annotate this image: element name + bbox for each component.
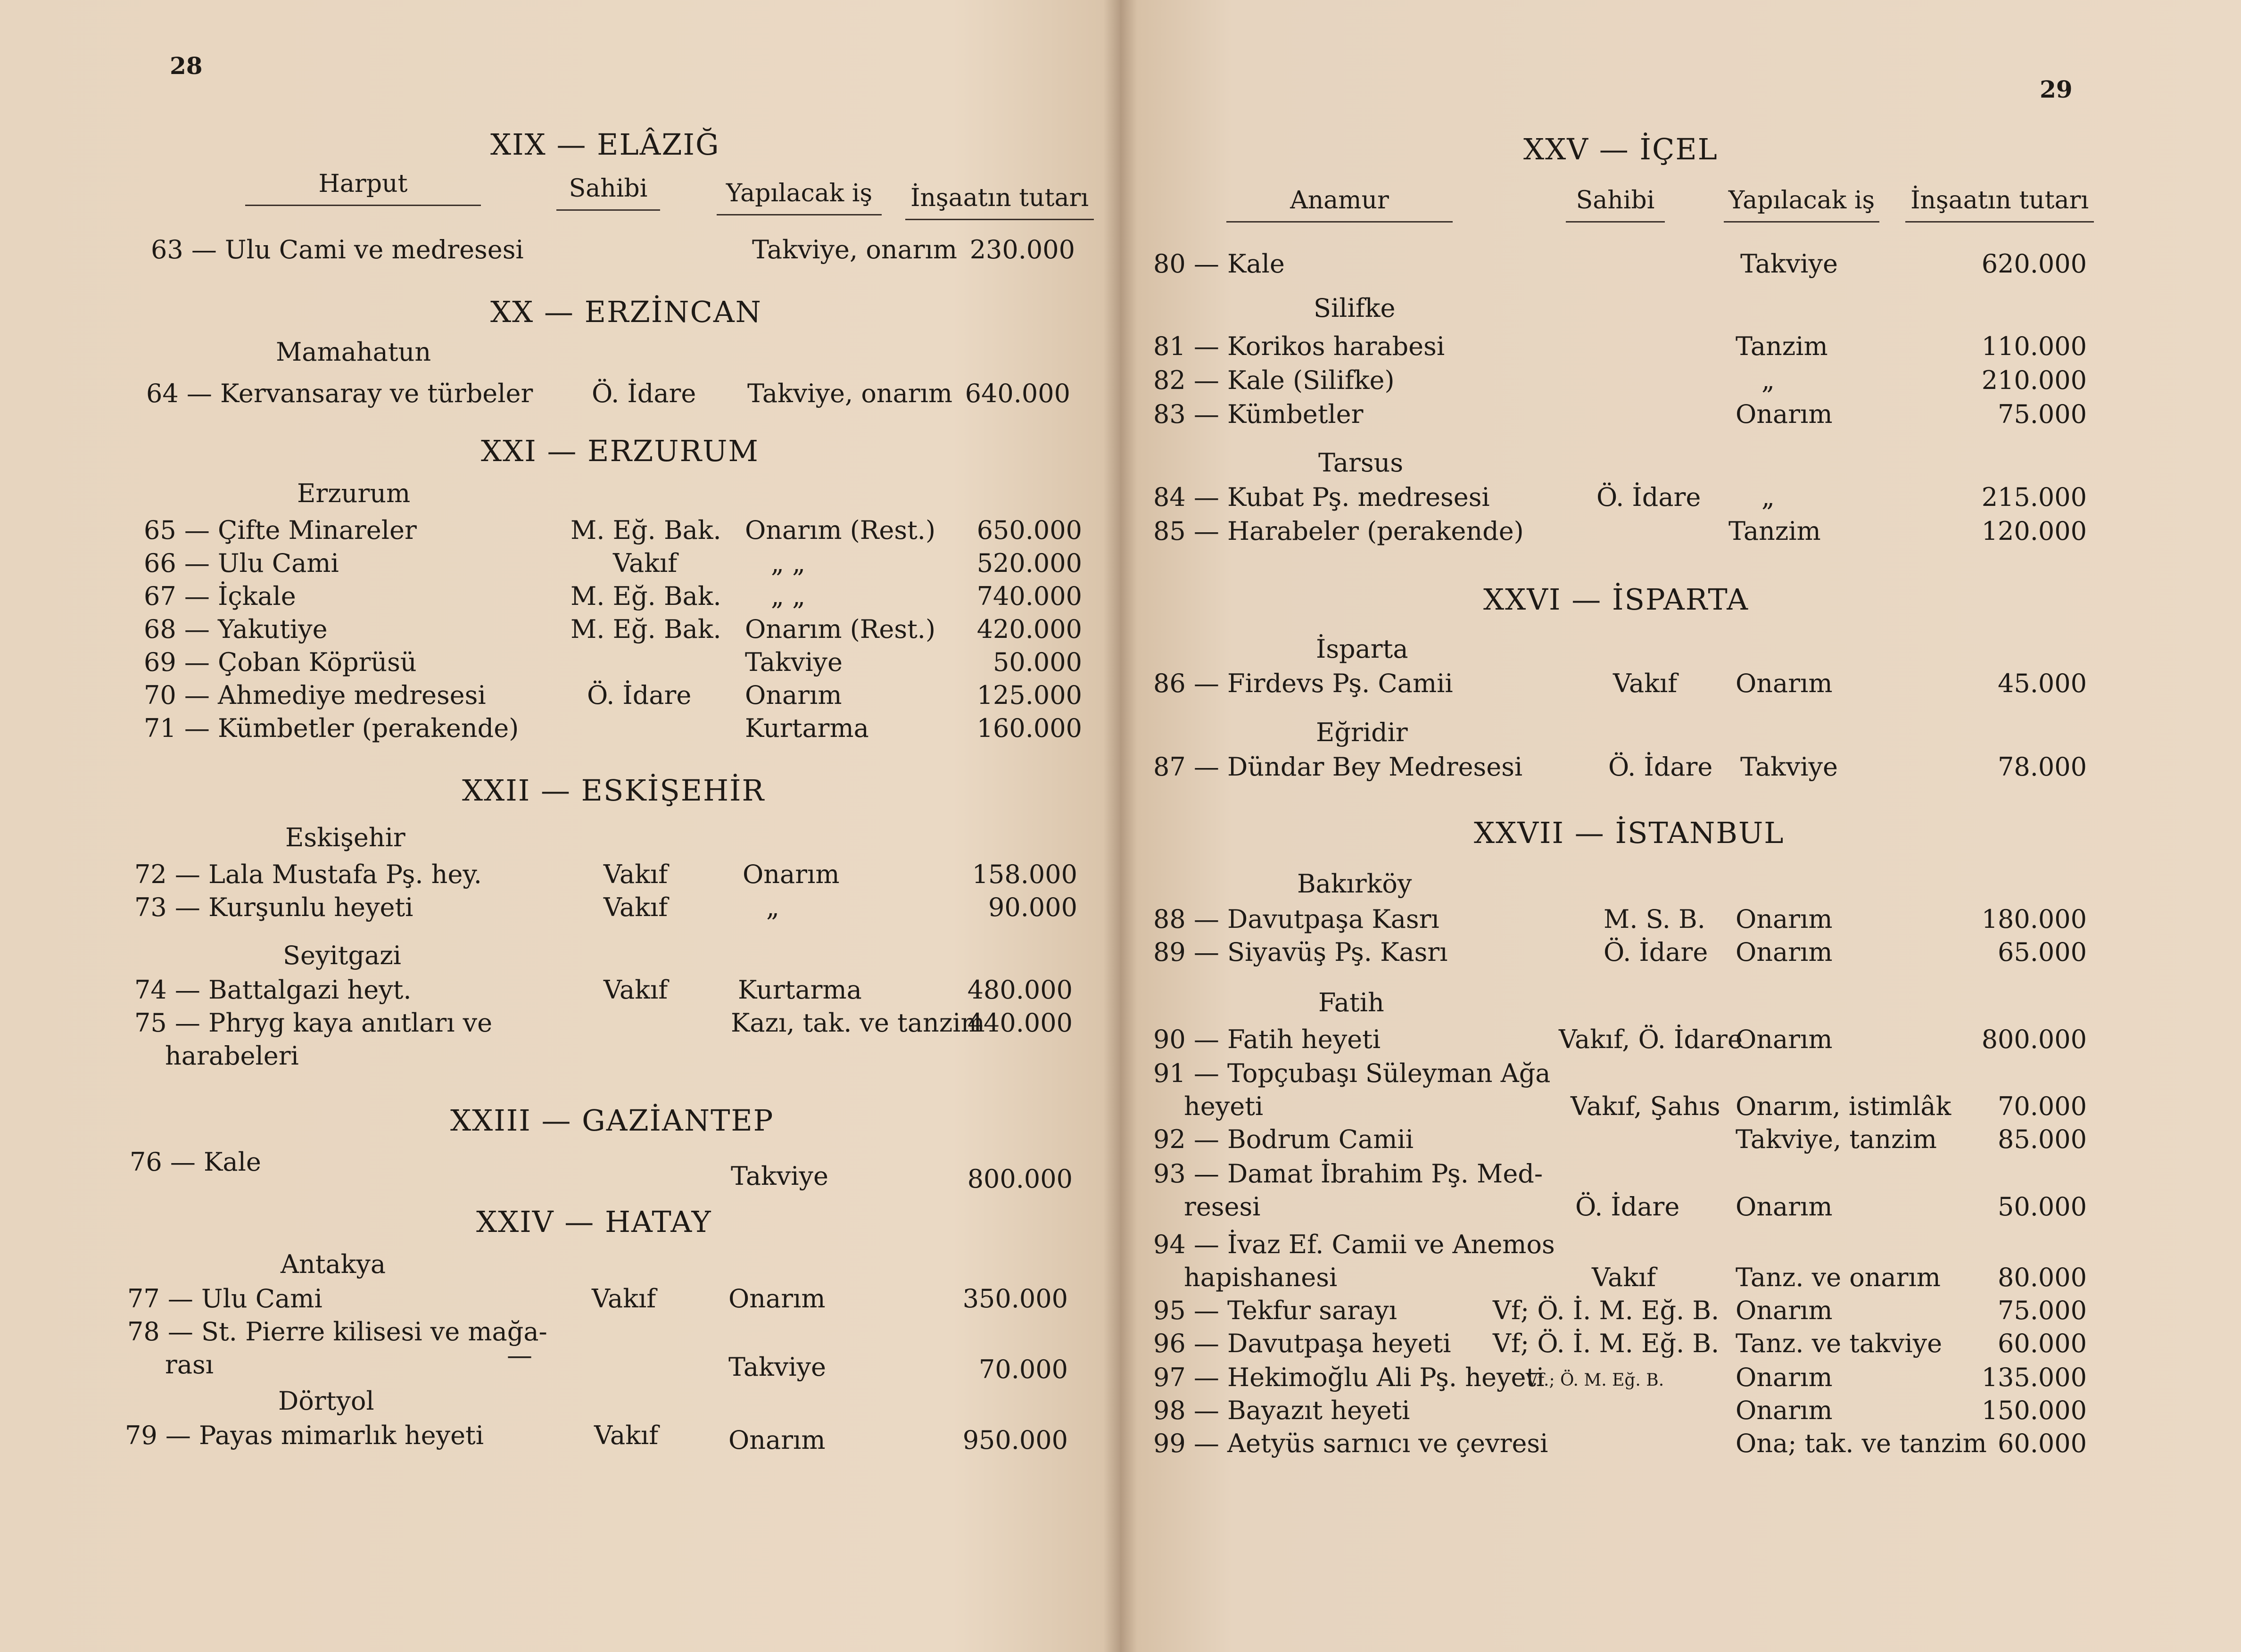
city-heading: Seyitgazi [283,941,401,970]
work-cell: Onarım [1736,937,1833,967]
amount-cell: 60.000 [1998,1429,2087,1458]
section-title: XX — ERZİNCAN [490,295,762,329]
column-header-owner: Sahibi [556,174,660,211]
amount-cell: 740.000 [976,581,1082,611]
owner-cell: Ö. İdare [587,680,692,710]
column-header-cost: İnşaatın tutarı [1905,186,2094,223]
monument-name: 78 — St. Pierre kilisesi ve mağa- [127,1317,547,1346]
amount-cell: 120.000 [1981,516,2087,546]
left-page [0,0,1120,1652]
table-row [1153,936,2087,969]
amount-cell: 950.000 [962,1425,1068,1455]
monument-name: 96 — Davutpaşa heyeti [1153,1329,1451,1358]
amount-cell: 650.000 [976,515,1082,545]
city-heading: Mamahatun [276,337,431,367]
work-cell: Takviye, tanzim [1736,1124,1937,1154]
table-row [1184,1090,2087,1123]
work-cell: Takviye [745,647,843,677]
city-heading: Fatih [1318,988,1384,1017]
table-row [144,547,1082,580]
section-title: XXI — ERZURUM [481,434,759,468]
monument-name: 99 — Aetyüs sarnıcı ve çevresi [1153,1429,1548,1458]
book-gutter [1103,0,1137,1652]
work-cell: Kurtarma [738,975,862,1005]
amount-cell: 70.000 [1998,1091,2087,1121]
city-heading: Tarsus [1318,448,1404,478]
table-row [1153,1123,2087,1156]
table-row [1153,248,2087,281]
owner-cell: Vakıf, Şahıs [1571,1091,1720,1121]
monument-name: 65 — Çifte Minareler [144,515,417,545]
section-title: XXIII — GAZİANTEP [450,1103,774,1138]
table-row [144,712,1082,745]
monument-name: harabeleri [165,1041,299,1071]
column-header-work: Yapılacak iş [717,179,882,215]
monument-name: 63 — Ulu Cami ve medresesi [151,235,524,264]
table-row [1184,1190,2087,1223]
city-heading: Dörtyol [278,1386,374,1416]
owner-cell: Vakıf [604,892,668,922]
owner-cell: Vf; Ö. İ. M. Eğ. B. [1493,1296,1720,1325]
page-number: 29 [2040,75,2073,103]
monument-name: 70 — Ahmediye medresesi [144,680,486,710]
owner-cell: Ö. İdare [1608,752,1713,782]
amount-cell: 180.000 [1981,904,2087,934]
city-heading: Silifke [1314,293,1396,323]
section-title: XIX — ELÂZIĞ [490,127,720,162]
monument-name: 79 — Payas mimarlık heyeti [125,1421,484,1450]
amount-cell: 800.000 [1981,1024,2087,1054]
table-row [1153,398,2087,431]
owner-cell: Vakıf [1613,669,1678,698]
owner-cell: Vakıf [592,1284,656,1313]
monument-name: 68 — Yakutiye [144,614,328,644]
work-cell: Onarım [1736,399,1833,429]
work-cell: Onarım [1736,1363,1833,1392]
amount-cell: 50.000 [1998,1192,2087,1222]
amount-cell: 620.000 [1981,249,2087,279]
work-cell: „ [1761,482,1775,512]
owner-cell: Vakıf [604,975,668,1005]
work-cell: Takviye [731,1161,828,1191]
monument-name: 87 — Dündar Bey Medresesi [1153,752,1523,782]
city-heading: Bakırköy [1297,869,1412,899]
monument-name: 77 — Ulu Cami [127,1284,323,1313]
table-row [134,1007,1073,1040]
amount-cell: 60.000 [1998,1329,2087,1358]
work-cell: Onarım [1736,1296,1833,1325]
monument-name: 82 — Kale (Silifke) [1153,365,1395,395]
table-row [134,974,1073,1007]
amount-cell: 75.000 [1998,1296,2087,1325]
owner-cell: M. S. B. [1604,904,1705,934]
city-heading: Erzurum [297,479,411,508]
amount-cell: 85.000 [1998,1124,2087,1154]
amount-cell: 420.000 [976,614,1082,644]
table-row [1153,515,2087,548]
work-cell: Takviye, onarım [747,379,953,408]
table-row [1153,364,2087,397]
table-row [1153,751,2087,784]
monument-name: 75 — Phryg kaya anıtları ve [134,1008,493,1038]
work-cell: Onarım [1736,669,1833,698]
work-cell: Tanzim [1728,516,1821,546]
monument-name: 91 — Topçubaşı Süleyman Ağa [1153,1058,1551,1088]
amount-cell: 158.000 [972,859,1077,889]
work-cell: Onarım, istimlâk [1736,1091,1952,1121]
work-cell: Tanz. ve onarım [1736,1263,1941,1292]
section-title: XXVII — İSTANBUL [1474,816,1785,850]
owner-cell: Ö. İdare [1604,937,1708,967]
table-row [1184,1261,2087,1294]
table-row [125,1419,1068,1455]
work-cell: Takviye, onarım [752,235,958,264]
city-heading: Eğridir [1316,718,1408,747]
monument-name: hapishanesi [1184,1263,1338,1292]
table-row [144,646,1082,679]
work-cell: Tanz. ve takviye [1736,1329,1943,1358]
amount-cell: 70.000 [979,1355,1068,1384]
section-title: XXIV — HATAY [476,1205,712,1239]
table-row [144,580,1082,613]
monument-name: 69 — Çoban Köprüsü [144,647,417,677]
amount-cell: 150.000 [1981,1396,2087,1425]
owner-cell: Ö. İdare [1596,482,1701,512]
city-heading: Antakya [281,1249,386,1279]
city-heading: İsparta [1316,634,1408,664]
table-row [1153,330,2087,363]
amount-cell: 800.000 [967,1164,1073,1194]
amount-cell: 215.000 [1981,482,2087,512]
work-cell: Ona; tak. ve tanzim [1736,1429,1987,1458]
table-row [1153,1394,2087,1427]
amount-cell: 230.000 [969,235,1075,264]
table-row [1153,1294,2087,1327]
work-cell: Onarım (Rest.) [745,614,936,644]
table-row [1153,1057,1625,1090]
column-header-location: Anamur [1226,186,1453,223]
owner-cell: Vakıf [1592,1263,1656,1292]
column-header-location: Harput [245,170,481,206]
monument-name: 73 — Kurşunlu heyeti [134,892,413,922]
monument-name: heyeti [1184,1091,1264,1121]
work-cell: Onarım (Rest.) [745,515,936,545]
table-row [130,1146,1073,1194]
table-row [134,891,1077,924]
monument-name: 72 — Lala Mustafa Pş. hey. [134,859,482,889]
owner-cell: Vakıf [594,1421,659,1450]
table-row [1153,667,2087,700]
work-cell: Onarım [1736,1024,1833,1054]
table-row [1153,1427,2087,1460]
amount-cell: 90.000 [988,892,1077,922]
amount-cell: 640.000 [965,379,1070,408]
section-title: XXVI — İSPARTA [1483,582,1749,617]
monument-name: 93 — Damat İbrahim Pş. Med- [1153,1159,1543,1189]
table-row [146,377,1070,410]
amount-cell: 75.000 [1998,399,2087,429]
work-cell: Onarım [1736,1192,1833,1222]
table-row [165,1340,1068,1384]
table-row [144,514,1082,547]
amount-cell: 50.000 [993,647,1082,677]
amount-cell: 440.000 [967,1008,1073,1038]
monument-name: 64 — Kervansaray ve türbeler [146,379,533,408]
work-cell: Onarım [743,859,840,889]
monument-name: 88 — Davutpaşa Kasrı [1153,904,1439,934]
owner-cell: Vakıf [604,859,668,889]
section-title: XXII — ESKİŞEHİR [462,773,765,808]
table-row [134,858,1077,891]
work-cell: Onarım [1736,904,1833,934]
amount-cell: 125.000 [976,680,1082,710]
owner-cell: Vakıf [613,548,678,578]
monument-name: 71 — Kümbetler (perakende) [144,713,519,743]
work-cell: Kazı, tak. ve tanzim [731,1008,985,1038]
table-row [1153,1228,1625,1261]
work-cell: „ „ [771,548,806,578]
amount-cell: 520.000 [976,548,1082,578]
amount-cell: 160.000 [976,713,1082,743]
work-cell: Takviye [1740,752,1838,782]
city-heading: Eskişehir [285,823,405,852]
owner-cell: M. Eğ. Bak. [571,515,721,545]
owner-cell: M. Eğ. Bak. [571,581,721,611]
table-row [151,233,1075,266]
table-row [1153,1157,1625,1190]
work-cell: Takviye [1740,249,1838,279]
table-row [1153,481,2087,514]
column-header-work: Yapılacak iş [1724,186,1879,223]
amount-cell: 350.000 [962,1284,1068,1313]
work-cell: Tanzim [1736,331,1828,361]
column-header-owner: Sahibi [1566,186,1665,223]
table-row [127,1282,1068,1315]
monument-name: 81 — Korikos harabesi [1153,331,1445,361]
monument-name: 76 — Kale [130,1147,261,1177]
monument-name: 84 — Kubat Pş. medresesi [1153,482,1490,512]
work-cell: „ [766,892,779,922]
column-header-cost: İnşaatın tutarı [905,184,1094,220]
monument-name: 67 — İçkale [144,581,296,611]
monument-name: 92 — Bodrum Camii [1153,1124,1414,1154]
section-title: XXV — İÇEL [1523,132,1718,166]
monument-name: 95 — Tekfur sarayı [1153,1296,1397,1325]
monument-name: 66 — Ulu Cami [144,548,339,578]
monument-name: 94 — İvaz Ef. Camii ve Anemos [1153,1230,1555,1259]
amount-cell: 80.000 [1998,1263,2087,1292]
owner-cell: Ö. İdare [1575,1192,1680,1222]
work-cell: Onarım [728,1284,826,1313]
monument-name: 80 — Kale [1153,249,1285,279]
amount-cell: 110.000 [1981,331,2087,361]
table-row [144,613,1082,646]
monument-name: 74 — Battalgazi heyt. [134,975,412,1005]
owner-cell: Vakıf, Ö. İdare [1559,1024,1743,1054]
owner-cell: M. Eğ. Bak. [571,614,721,644]
owner-cell: Vf.; Ö. M. Eğ. B. [1526,1371,1664,1390]
amount-cell: 210.000 [1981,365,2087,395]
amount-cell: 78.000 [1998,752,2087,782]
monument-name: 85 — Harabeler (perakende) [1153,516,1524,546]
owner-cell: Vf; Ö. İ. M. Eğ. B. [1493,1329,1720,1358]
owner-cell: Ö. İdare [592,379,696,408]
monument-name: 90 — Fatih heyeti [1153,1024,1381,1054]
monument-name: 83 — Kümbetler [1153,399,1364,429]
work-cell: Kurtarma [745,713,869,743]
table-row [1153,1023,2087,1056]
work-cell: Onarım [745,680,842,710]
monument-name: 89 — Siyavüş Pş. Kasrı [1153,937,1448,967]
table-row [1153,903,2087,936]
work-cell: Onarım [728,1425,826,1455]
table-row [1153,1361,2087,1394]
work-cell: Onarım [1736,1396,1833,1425]
monument-name: 86 — Firdevs Pş. Camii [1153,669,1453,698]
work-cell: „ [1761,365,1775,395]
amount-cell: 135.000 [1981,1363,2087,1392]
monument-name: resesi [1184,1192,1261,1222]
monument-name: rası [165,1350,214,1379]
monument-name: 97 — Hekimoğlu Ali Pş. heyeti [1153,1363,1545,1392]
right-page [1120,0,2241,1652]
amount-cell: 65.000 [1998,937,2087,967]
page-number: 28 [170,52,203,80]
table-row [144,679,1082,712]
work-cell: „ „ [771,581,806,611]
owner-cell: — [507,1340,532,1370]
monument-name: 98 — Bayazıt heyeti [1153,1396,1410,1425]
work-cell: Takviye [728,1352,826,1382]
amount-cell: 45.000 [1998,669,2087,698]
amount-cell: 480.000 [967,975,1073,1005]
table-row [1153,1327,2087,1360]
table-row-continuation [165,1040,589,1073]
